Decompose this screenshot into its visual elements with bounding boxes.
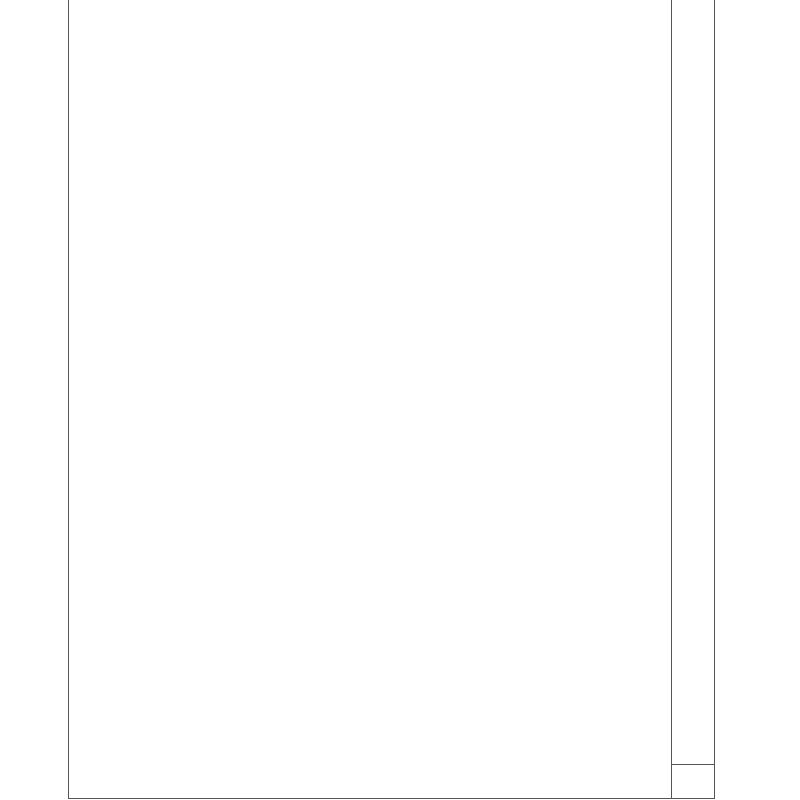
page-number-rule: [672, 764, 714, 765]
margin-divider: [671, 0, 672, 799]
page-frame: [68, 0, 715, 799]
